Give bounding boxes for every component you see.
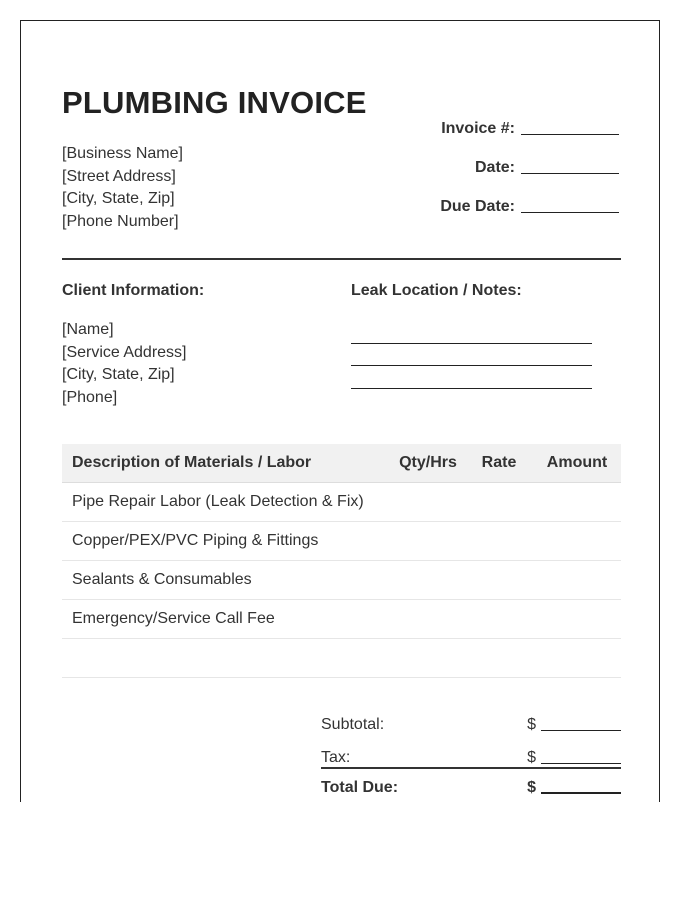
subtotal-field[interactable] bbox=[541, 716, 621, 731]
due-date-field[interactable] bbox=[521, 198, 619, 213]
header-rate: Rate bbox=[481, 454, 517, 471]
total-due-value bbox=[527, 778, 621, 797]
invoice-number-field[interactable] bbox=[521, 120, 619, 135]
tax-label: Tax: bbox=[321, 749, 351, 766]
subtotal-label: Subtotal: bbox=[321, 716, 385, 733]
total-due-label: Total Due: bbox=[321, 779, 399, 796]
header-amount: Amount bbox=[546, 454, 608, 471]
client-phone: [Phone] bbox=[62, 388, 118, 406]
table-row bbox=[62, 600, 621, 639]
table-row bbox=[62, 522, 621, 561]
tax-field[interactable] bbox=[541, 749, 621, 764]
row-description: Emergency/Service Call Fee bbox=[72, 610, 275, 627]
totals-block bbox=[321, 701, 621, 797]
tax-row bbox=[321, 734, 621, 767]
header-divider bbox=[62, 258, 621, 260]
business-street: [Street Address] bbox=[62, 167, 176, 185]
client-service-address: [Service Address] bbox=[62, 343, 187, 361]
client-info-heading: Client Information: bbox=[62, 282, 205, 299]
currency-symbol: $ bbox=[527, 749, 536, 766]
due-date-row bbox=[359, 177, 619, 216]
business-phone: [Phone Number] bbox=[62, 212, 179, 230]
note-line[interactable] bbox=[351, 366, 592, 389]
table-row bbox=[62, 561, 621, 600]
invoice-date-label: Date: bbox=[474, 159, 515, 176]
table-row bbox=[62, 483, 621, 522]
subtotal-value bbox=[527, 716, 621, 734]
business-city: [City, State, Zip] bbox=[62, 190, 175, 207]
invoice-number-row bbox=[359, 99, 619, 138]
invoice-meta bbox=[359, 99, 619, 216]
table-header bbox=[62, 444, 621, 483]
leak-notes-lines bbox=[351, 321, 592, 389]
invoice-title: PLUMBING INVOICE bbox=[62, 85, 367, 120]
header-description: Description of Materials / Labor bbox=[72, 454, 312, 471]
note-line[interactable] bbox=[351, 344, 592, 367]
due-date-label: Due Date: bbox=[440, 198, 515, 215]
currency-symbol: $ bbox=[527, 716, 536, 733]
invoice-date-row bbox=[359, 138, 619, 177]
row-description: Copper/PEX/PVC Piping & Fittings bbox=[72, 532, 319, 549]
business-name: [Business Name] bbox=[62, 145, 183, 162]
total-due-field[interactable] bbox=[541, 778, 621, 794]
materials-labor-table bbox=[62, 444, 621, 678]
subtotal-row bbox=[321, 701, 621, 734]
business-info bbox=[62, 143, 183, 233]
header-qty: Qty/Hrs bbox=[399, 454, 457, 471]
invoice-number-label: Invoice #: bbox=[441, 120, 515, 137]
row-description: Sealants & Consumables bbox=[72, 571, 252, 588]
note-line[interactable] bbox=[351, 321, 592, 344]
client-info bbox=[62, 319, 187, 409]
table-row-empty bbox=[62, 639, 621, 678]
tax-value bbox=[527, 749, 621, 767]
client-name: [Name] bbox=[62, 321, 114, 338]
client-city: [City, State, Zip] bbox=[62, 366, 175, 383]
leak-notes-heading: Leak Location / Notes: bbox=[351, 282, 522, 299]
invoice-date-field[interactable] bbox=[521, 159, 619, 174]
row-description: Pipe Repair Labor (Leak Detection & Fix) bbox=[72, 493, 364, 510]
invoice-sheet bbox=[20, 20, 660, 802]
total-due-row bbox=[321, 767, 621, 797]
currency-symbol: $ bbox=[527, 779, 536, 796]
